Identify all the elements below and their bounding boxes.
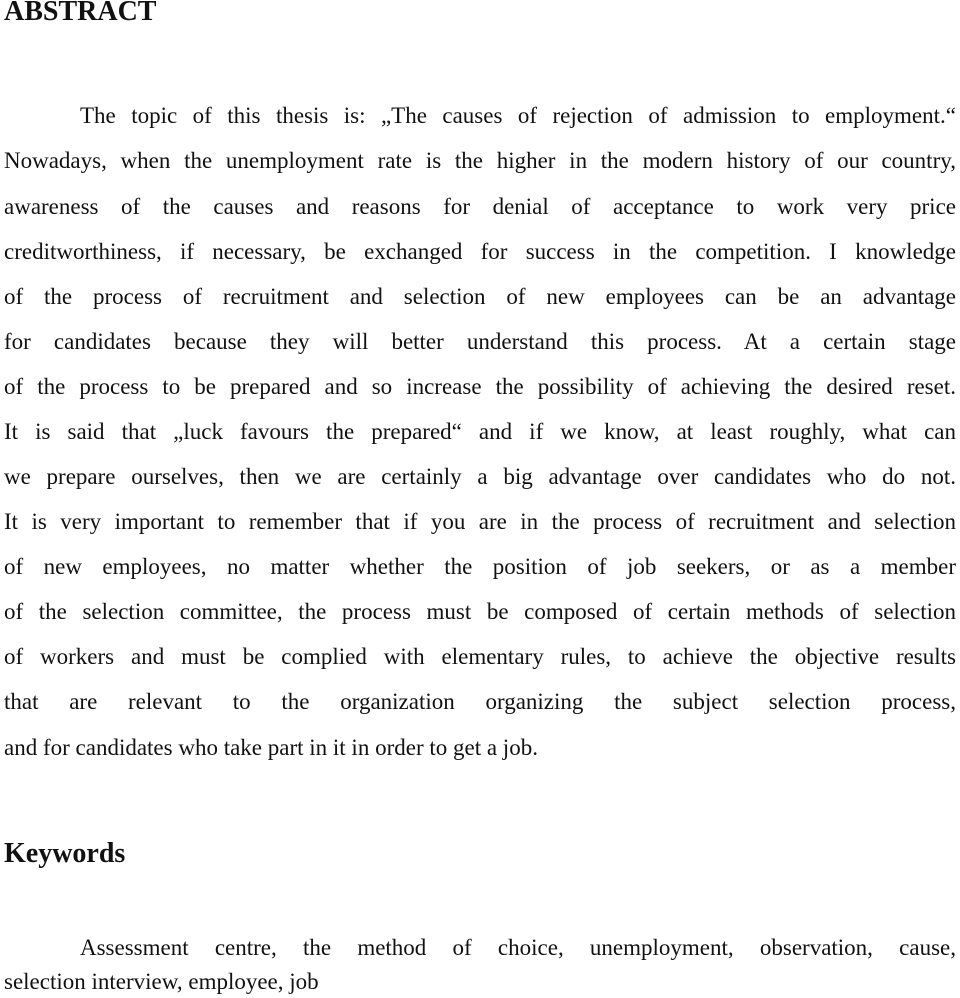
abstract-line-15: and for candidates who take part in it in order to get a job. xyxy=(4,735,538,760)
abstract-line-1: The topic of this thesis is: „The causes of rejection of admission to employment.“ xyxy=(80,103,956,128)
abstract-line-6: for candidates because they will better understand this process. At a certain stage xyxy=(4,329,956,354)
abstract-line-9: we prepare ourselves, then we are certainly a big advantage over candidates who do not. xyxy=(4,464,956,489)
abstract-line-8: It is said that „luck favours the prepared“ and if we know, at least roughly, what can xyxy=(4,419,956,444)
keywords-line-2: selection interview, employee, job xyxy=(4,969,319,994)
abstract-heading: ABSTRACT xyxy=(4,0,157,27)
keywords-heading: Keywords xyxy=(4,838,126,869)
abstract-line-7: of the process to be prepared and so increase the possibility of achieving the desired reset. xyxy=(4,374,956,399)
abstract-line-4: creditworthiness, if necessary, be exchanged for success in the competition. I knowledge xyxy=(4,239,956,264)
abstract-line-14: that are relevant to the organization organizing the subject selection process, xyxy=(4,689,956,714)
keywords-line-1: Assessment centre, the method of choice, unemployment, observation, cause, xyxy=(80,935,956,960)
abstract-line-3: awareness of the causes and reasons for denial of acceptance to work very price xyxy=(4,194,956,219)
abstract-line-5: of the process of recruitment and selection of new employees can be an advantage xyxy=(4,284,956,309)
abstract-line-2: Nowadays, when the unemployment rate is the higher in the modern history of our country, xyxy=(4,148,956,173)
abstract-line-10: It is very important to remember that if you are in the process of recruitment and selection xyxy=(4,509,956,534)
abstract-line-11: of new employees, no matter whether the position of job seekers, or as a member xyxy=(4,554,956,579)
abstract-line-12: of the selection committee, the process must be composed of certain methods of selection xyxy=(4,599,956,624)
abstract-line-13: of workers and must be complied with elementary rules, to achieve the objective results xyxy=(4,644,956,669)
